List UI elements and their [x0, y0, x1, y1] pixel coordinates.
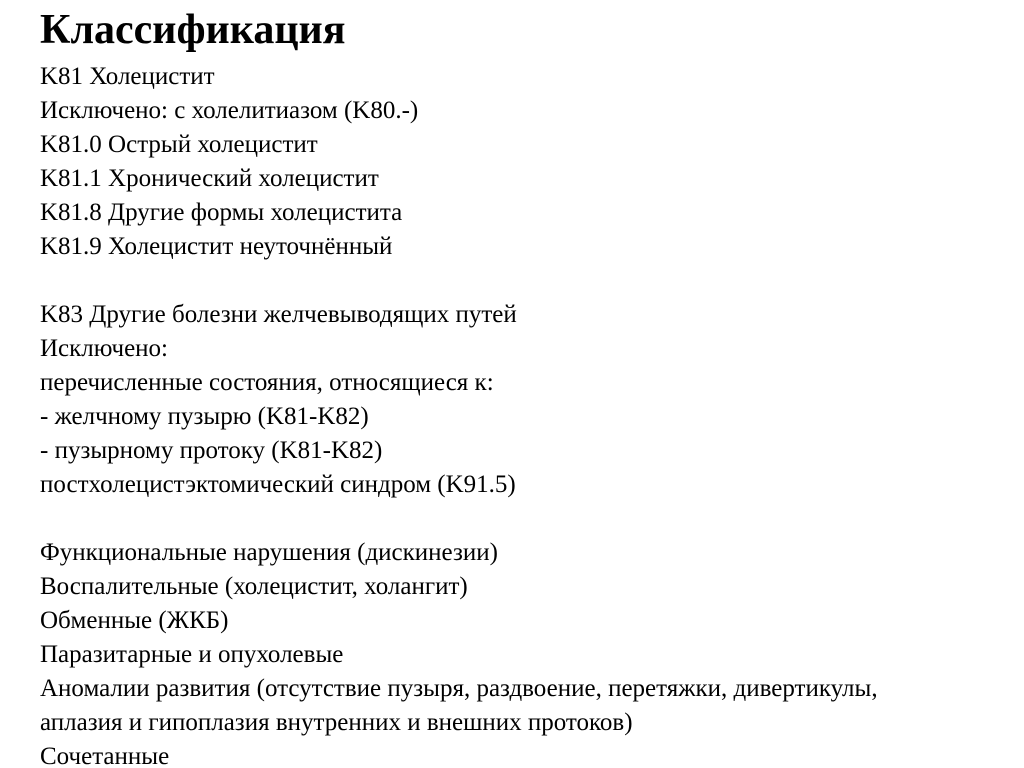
k81-9-item: K81.9 Холецистит неуточнённый	[40, 233, 393, 260]
section-spacer	[40, 264, 878, 298]
k81-0-item: K81.0 Острый холецистит	[40, 131, 318, 158]
class-parasitic-tumor: Паразитарные и опухолевые	[40, 641, 344, 668]
k81-heading: K81 Холецистит	[40, 63, 215, 90]
class-anomalies: Аномалии развития (отсутствие пузыря, раздвоение, перетяжки, дивертикулы,	[40, 675, 878, 702]
clinical-classification-section	[40, 536, 878, 768]
k81-8-item: K81.8 Другие формы холецистита	[40, 199, 403, 226]
slide-title: Классификация	[40, 7, 346, 53]
k81-section	[40, 60, 878, 264]
class-functional: Функциональные нарушения (дискинезии)	[40, 539, 498, 566]
slide-body	[40, 60, 878, 768]
k83-heading: K83 Другие болезни желчевыводящих путей	[40, 301, 517, 328]
k83-section	[40, 298, 878, 502]
k83-exclusion-postcholecystectomy: постхолецистэктомический синдром (K91.5)	[40, 471, 516, 498]
class-inflammatory: Воспалительные (холецистит, холангит)	[40, 573, 468, 600]
k81-1-item: K81.1 Хронический холецистит	[40, 165, 379, 192]
k83-exclusion-gallbladder: - желчному пузырю (K81-K82)	[40, 403, 369, 430]
section-spacer	[40, 502, 878, 536]
class-anomalies-continued: аплазия и гипоплазия внутренних и внешних протоков)	[40, 709, 633, 736]
k83-exclusion-cystic-duct: - пузырному протоку (K81-K82)	[40, 437, 383, 464]
k83-exclusion-label: Исключено:	[40, 335, 168, 362]
class-combined: Сочетанные	[40, 743, 170, 768]
class-metabolic: Обменные (ЖКБ)	[40, 607, 229, 634]
k81-exclusion: Исключено: с холелитиазом (K80.-)	[40, 97, 419, 124]
k83-exclusion-intro: перечисленные состояния, относящиеся к:	[40, 369, 494, 396]
